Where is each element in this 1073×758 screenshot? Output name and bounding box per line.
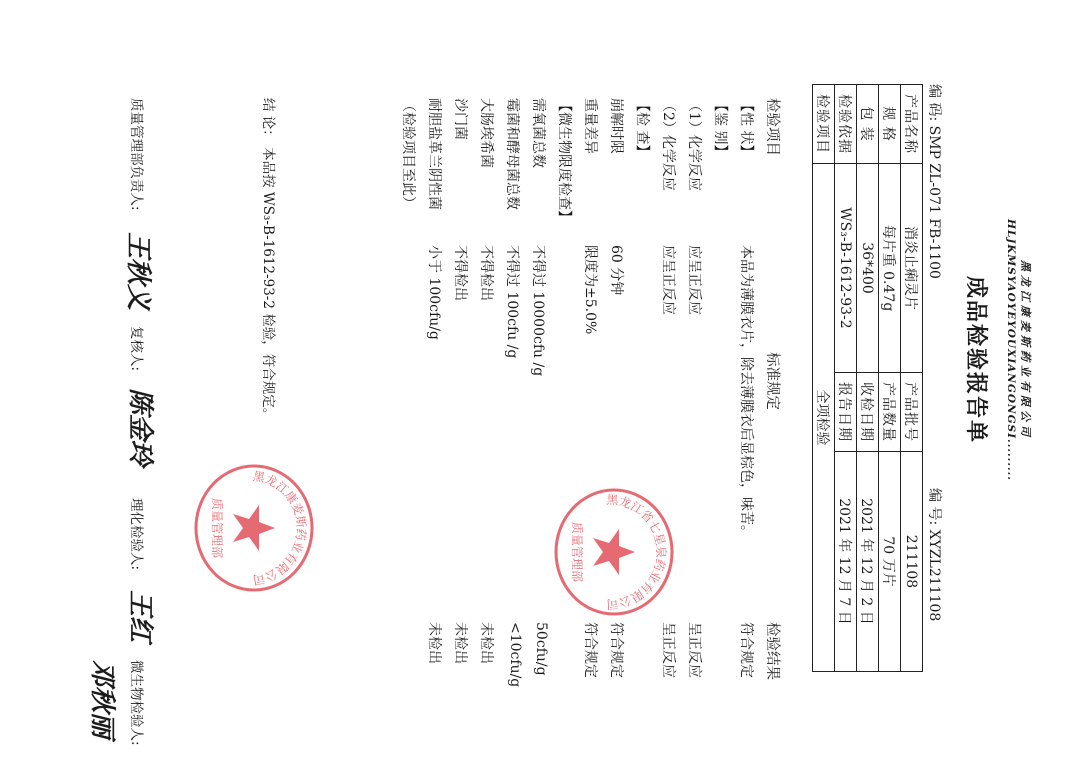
recv-date-label: 收检日期 [857, 373, 879, 452]
row-result: 符合规定 [582, 622, 598, 678]
red-seal-stamp [189, 458, 319, 598]
chem-inspector-label: 理化检验人: [128, 498, 144, 571]
stamp-sub-text: 质量管理部 [570, 521, 584, 583]
row-result: 呈正反应 [660, 622, 676, 678]
row-item: （检验项目至此） [400, 98, 416, 210]
row-item: 【性 状】 [738, 98, 754, 159]
row-item: 需氧菌总数 [530, 98, 546, 168]
column-header-result: 检验结果 [764, 622, 780, 680]
report-number: 编 号: XYZL211108 [926, 488, 942, 622]
pack-label: 包 装 [857, 85, 879, 164]
row-result: 符合规定 [738, 622, 754, 678]
row-result: 未检出 [426, 622, 442, 664]
info-row [813, 85, 835, 672]
row-standard: 不得过 10000cfu /g [530, 245, 546, 377]
row-item: （2）化学反应 [660, 98, 676, 191]
row-item: 重量差异 [582, 98, 598, 154]
spec-label: 规 格 [879, 85, 901, 164]
company-name-cn: 黑龙江康麦斯药业有限公司 [1019, 260, 1032, 440]
row-item: 沙门菌 [452, 98, 468, 140]
stamp-sub-text: 质量管理部 [210, 497, 224, 559]
batch-label: 产品批号 [901, 373, 923, 452]
info-row [857, 85, 879, 672]
row-standard: 不得检出 [478, 245, 494, 301]
product-name-value: 消炎止痢灵片 [901, 164, 923, 373]
row-result: 呈正反应 [686, 622, 702, 678]
micro-inspector-label: 微生物检验人: [128, 660, 144, 746]
star-icon [233, 505, 275, 551]
recv-date-value: 2021 年 12 月 2 日 [857, 452, 879, 672]
basis-label: 检验依据 [835, 85, 857, 164]
micro-inspector-signature: 邓秋丽 [87, 660, 117, 739]
row-result: 未检出 [478, 622, 494, 664]
row-result: 未检出 [452, 622, 468, 664]
basis-value: WS₃-B-1612-93-2 [835, 164, 857, 373]
star-icon [593, 529, 635, 575]
conclusion: 结 论： 本品按 WS₃-B-1612-93-2 检验，符合规定。 [260, 98, 276, 422]
row-standard: 60 分钟 [608, 245, 624, 296]
chem-inspector-signature: 王红 [125, 590, 155, 643]
row-item: 【检 查】 [634, 98, 650, 159]
row-item: 崩解时限 [608, 98, 624, 154]
row-result: <10cfu/g [507, 622, 523, 688]
report-date-label: 报告日期 [835, 373, 857, 452]
row-standard: 不得检出 [452, 245, 468, 301]
column-header-item: 检验项目 [764, 98, 780, 156]
info-row [835, 85, 857, 672]
red-seal-stamp [549, 482, 679, 622]
qa-head-label: 质量管理部负责人: [128, 98, 144, 211]
row-item: 大肠埃希菌 [478, 98, 494, 168]
info-row [879, 85, 901, 672]
pack-value: 36*400 [857, 164, 879, 373]
items-value: 全项检验 [813, 164, 835, 672]
stamp-arc-text: 黑龙江康麦斯药业有限公司 [251, 468, 309, 588]
batch-value: 211108 [901, 452, 923, 672]
row-result: 50cfu/g [533, 622, 549, 676]
reviewer-signature: 陈金玲 [125, 388, 155, 467]
company-name-en: HLJKMSYAOYEYOUXIANGONGSI......... [1005, 219, 1017, 481]
row-standard: 限度为±5.0% [582, 245, 598, 335]
qty-label: 产品数量 [879, 373, 901, 452]
row-item: 耐胆盐革兰阴性菌 [426, 98, 442, 210]
qty-value: 70 万片 [879, 452, 901, 672]
document-code: 编 码: SMP ZL-071 FB-1100 [926, 84, 942, 279]
column-header-standard: 标准规定 [764, 352, 780, 410]
info-row [901, 85, 923, 672]
qa-head-signature: 王秋义 [123, 232, 153, 311]
product-name-label: 产品名称 [901, 85, 923, 164]
row-standard: 不得过 100cfu /g [504, 245, 520, 359]
row-standard: 应呈正反应 [686, 245, 702, 315]
items-label: 检验项目 [813, 85, 835, 164]
report-date-value: 2021 年 12 月 7 日 [835, 452, 857, 672]
row-result: 符合规定 [608, 622, 624, 678]
stamp-arc-text: 黑龙江省七星泉药业有限公司 [605, 492, 668, 612]
row-item: 【微生物限度检查】 [556, 98, 572, 224]
row-standard: 小于 100cfu/g [426, 245, 442, 340]
spec-value: 每片重 0.47g [879, 164, 901, 373]
reviewer-label: 复核人: [128, 326, 144, 372]
row-item: （1）化学反应 [686, 98, 702, 191]
row-standard: 应呈正反应 [660, 245, 676, 315]
row-item: 【鉴 别】 [712, 98, 728, 159]
row-standard: 本品为薄膜衣片，除去薄膜衣后显棕色，味苦。 [738, 245, 754, 539]
row-item: 霉菌和酵母菌总数 [504, 98, 520, 210]
page-title: 成品检验报告单 [963, 275, 989, 444]
product-info-table [812, 84, 923, 672]
